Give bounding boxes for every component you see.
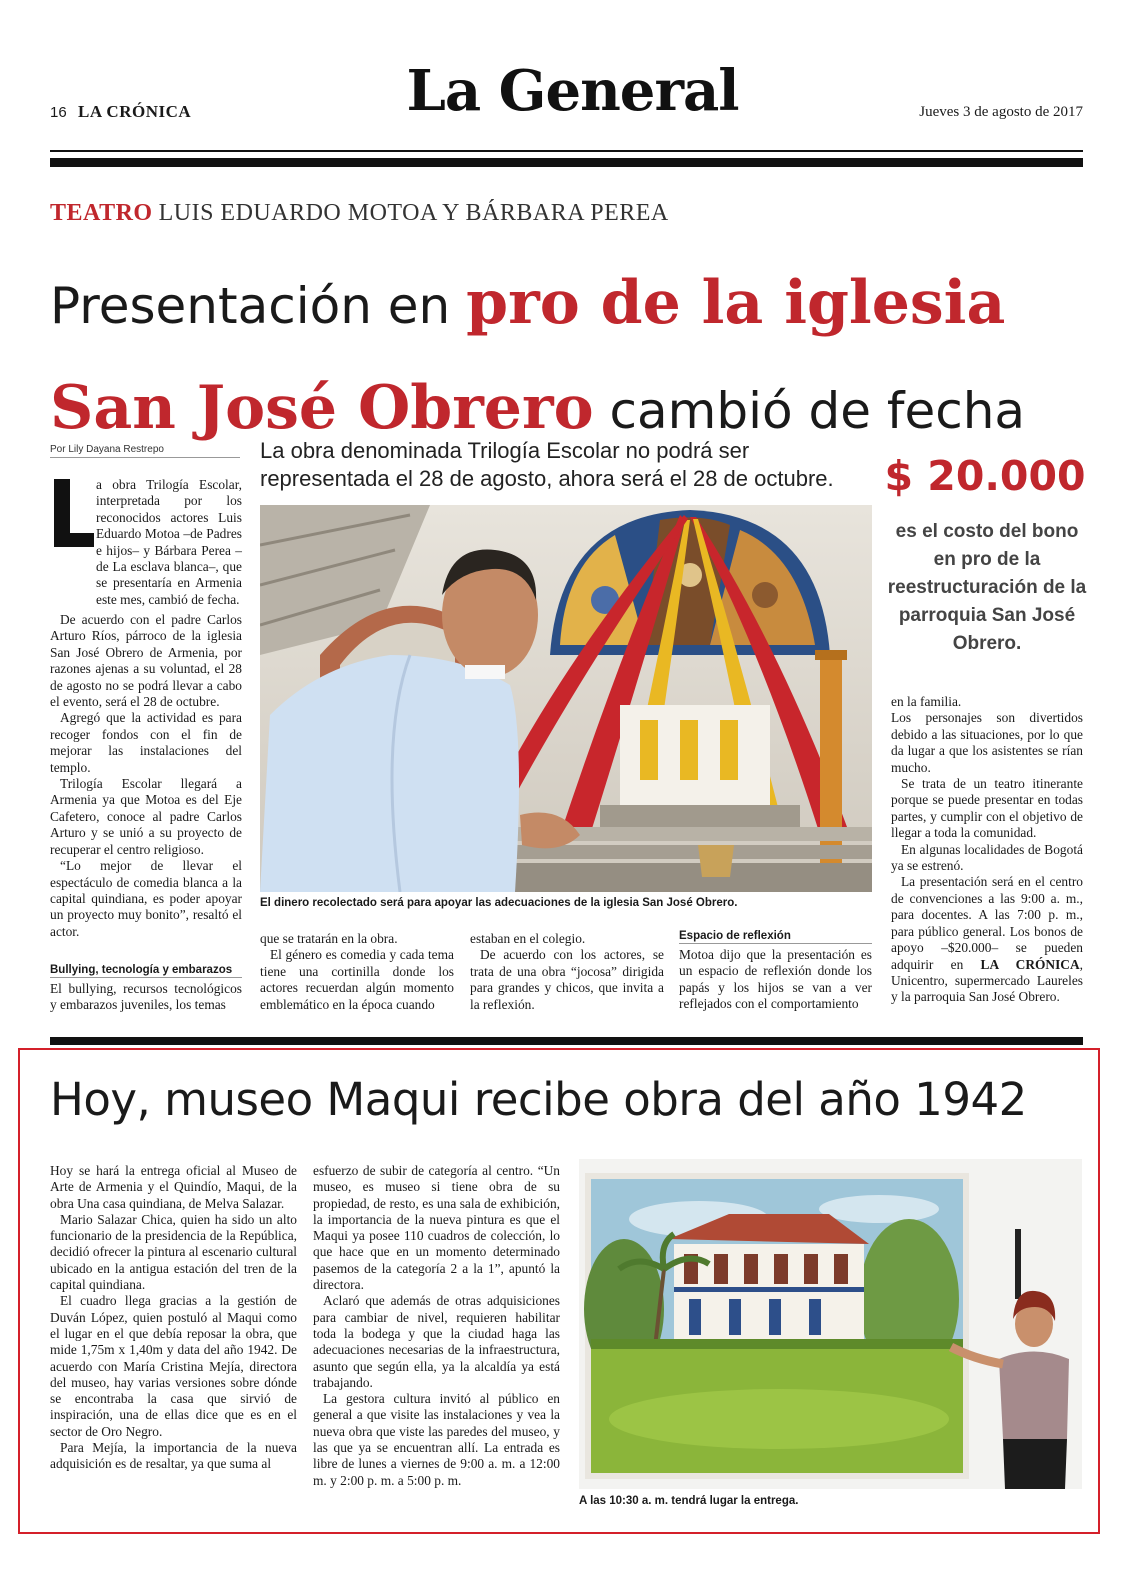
article2-paragraph: Mario Salazar Chica, quien ha sido un alto funcionario de la presidencia de la República, decidió ofrecer la pintura al escenario cultural ubicado en la antigua estación del tren de la capital quindiana.	[50, 1211, 297, 1293]
article1-paragraph: Los personajes son divertidos debido a las situaciones, por lo que da lugar a que los asistentes se rían mucho.	[891, 710, 1083, 775]
article1-paragraph: En algunas localidades de Bogotá ya se estrenó.	[891, 841, 1083, 874]
article1-paragraph: en la familia.	[891, 694, 962, 709]
article1-photo-caption: El dinero recolectado será para apoyar las adecuaciones de la iglesia San José Obrero.	[260, 897, 738, 909]
article2-headline: Hoy, museo Maqui recibe obra del año 1942	[50, 1073, 1027, 1126]
article1-paragraph: De acuerdo con el padre Carlos Arturo Ríos, párroco de la iglesia San José Obrero de Armenia, por razones ajenas a su voluntad, el 28 de agosto no se podrá llevar a cabo el evento, será el 28 de octubre.	[50, 612, 242, 710]
kicker-names: LUIS EDUARDO MOTOA Y BÁRBARA PEREA	[158, 200, 669, 226]
drop-cap-letter-icon	[50, 477, 96, 551]
issue-date: Jueves 3 de agosto de 2017	[919, 104, 1083, 120]
article2-paragraph: Aclaró que además de otras adquisiciones para cambiar de nivel, requieren habilitar toda la bodega y que la ciudad haga las adecuaciones necesarias de la infraestructura, asunto que según ella, ya la alcaldía ya está trabajando.	[313, 1293, 560, 1390]
article2-paragraph: El cuadro llega gracias a la gestión de Duván López, quien postuló al Maqui como el lugar en el que debía reposar la obra, que mide 1,75m x 1,40m y data del año 1942. De acuerdo con María Cristina Mejía, directora del museo, hay varias versiones sobre dónde se encontraba la casa que sirvió de inspiración, una de ellas dice que es en el sector de Oro Negro.	[50, 1293, 297, 1439]
article1-paragraph: De acuerdo con los actores, se trata de una obra “jocosa” dirigida para grandes y chicos, que invita a la reflexión.	[470, 947, 664, 1012]
article1-column-5	[891, 694, 1083, 1006]
article2-column-2	[313, 1163, 560, 1489]
article1-column-2	[260, 931, 454, 1013]
article1-text: La presentación será en el centro de convenciones a las 9:00 a. m., para docentes. A las 7:00 p. m., para público general. Los bonos de apoyo –$20.000– se pueden adquirir en	[891, 874, 1083, 972]
article1-column-1-body	[50, 612, 242, 940]
kicker-category: TEATRO	[50, 200, 153, 226]
article2-paragraph: esfuerzo de subir de categoría al centro. “Un museo, es museo si tiene obra de su propiedad, de resto, es una sala de exhibición, la importancia de la nueva pintura es que el Maqui ya posee 110 cuadros de colección, lo que hace que en un momento determinado pasemos de la categoría 2 a la 1”, apuntó la directora.	[313, 1163, 560, 1293]
article1-paragraph: Se trata de un teatro itinerante porque se puede presentar en todas partes, y cumplir con el objetivo de llegar a toda la comunidad.	[891, 776, 1083, 841]
headline-part2: pro de la iglesia San José Obrero	[50, 268, 1006, 443]
article1-paragraph: “Lo mejor de llevar el espectáculo de comedia blanca a la capital quindiana, es poder apoyar un proyecto muy bonito”, resaltó el actor.	[50, 858, 242, 939]
kicker	[50, 200, 669, 227]
painting-photo-illustration	[579, 1159, 1082, 1489]
page-number: 16	[50, 104, 67, 121]
article2-photo-caption: A las 10:30 a. m. tendrá lugar la entrega.	[579, 1495, 799, 1507]
painting-photo	[579, 1159, 1082, 1489]
article1-paragraph: Agregó que la actividad es para recoger fondos con el fin de mejorar las instalaciones del templo.	[50, 710, 242, 775]
byline: Por Lily Dayana Restrepo	[50, 444, 240, 458]
article2-column-1	[50, 1163, 297, 1473]
article1-column-1-end	[50, 981, 242, 1014]
article1-column-1	[96, 477, 242, 608]
article1-paragraph: Motoa dijo que la presentación es un espacio de reflexión donde los papás y los hijos se van a ver reflejados con el comportamiento	[679, 947, 872, 1012]
headline-part1: Presentación en	[50, 277, 467, 335]
drop-cap	[50, 477, 96, 551]
article2-paragraph: La gestora cultura invitó al público en general a que visite las instalaciones y vea la nueva obra que viste las paredes del museo, y las que ya se encuentran allí. La entrada es libre de lunes a viernes de 9:00 a. m. a 12:00 m. y 2:00 p. m. a 5:00 p. m.	[313, 1391, 560, 1488]
publication-mention: LA CRÓNICA	[980, 956, 1080, 972]
article1-paragraph-intro-a: a obra Trilogía Escolar, interpretada por los reconocidos actores Luis Eduardo Motoa –de Padres e hijos– y Bárbara Perea –de La esclava blanca–, que se presentaría en Armenia este mes, cambió de fecha.	[96, 477, 242, 607]
article1-paragraph: estaban en el colegio.	[470, 931, 586, 946]
article2-paragraph: Hoy se hará la entrega oficial al Museo de Arte de Armenia y el Quindío, Maqui, de la obra Una casa quindiana, de Melva Salazar.	[50, 1163, 297, 1211]
church-photo-illustration	[260, 505, 872, 892]
header-rule-thin	[50, 150, 1083, 152]
article1-text: , Unicentro, supermercado Laureles y la parroquia San José Obrero.	[891, 956, 1083, 1005]
headline-part3: cambió de fecha	[593, 382, 1026, 440]
header-rule-thick	[50, 158, 1083, 167]
price-description: es el costo del bono en pro de la reestructuración de la parroquia San José Obrero.	[887, 521, 1087, 654]
article1-deck: La obra denominada Trilogía Escolar no podrá ser representada el 28 de agosto, ahora será el 28 de octubre.	[260, 438, 834, 491]
article1-paragraph	[891, 874, 1083, 1005]
article2-paragraph: Para Mejía, la importancia de la nueva adquisición es de resaltar, ya que suma al	[50, 1440, 297, 1472]
section-title: La General	[406, 58, 739, 124]
article1-column-3	[470, 931, 664, 1013]
article1-subhead-bullying: Bullying, tecnología y embarazos	[50, 964, 242, 978]
article1-column-4	[679, 947, 872, 1013]
article1-paragraph: que se tratarán en la obra.	[260, 931, 398, 946]
article1-subhead-reflexion: Espacio de reflexión	[679, 930, 872, 944]
article1-paragraph: El género es comedia y cada tema tiene una cortinilla donde los actores recuerdan algún momento emblemático en la época cuando	[260, 947, 454, 1012]
article-separator-rule	[50, 1037, 1083, 1045]
price-callout: $ 20.000	[884, 452, 1086, 500]
publication-name: LA CRÓNICA	[78, 102, 192, 121]
church-photo	[260, 505, 872, 892]
article1-paragraph: El bullying, recursos tecnológicos y embarazos juveniles, los temas	[50, 981, 242, 1013]
article1-paragraph: Trilogía Escolar llegará a Armenia ya que Motoa es del Eje Cafetero, conoce al padre Carlos Arturo y se unió a su proyecto de recuperar el centro religioso.	[50, 776, 242, 857]
